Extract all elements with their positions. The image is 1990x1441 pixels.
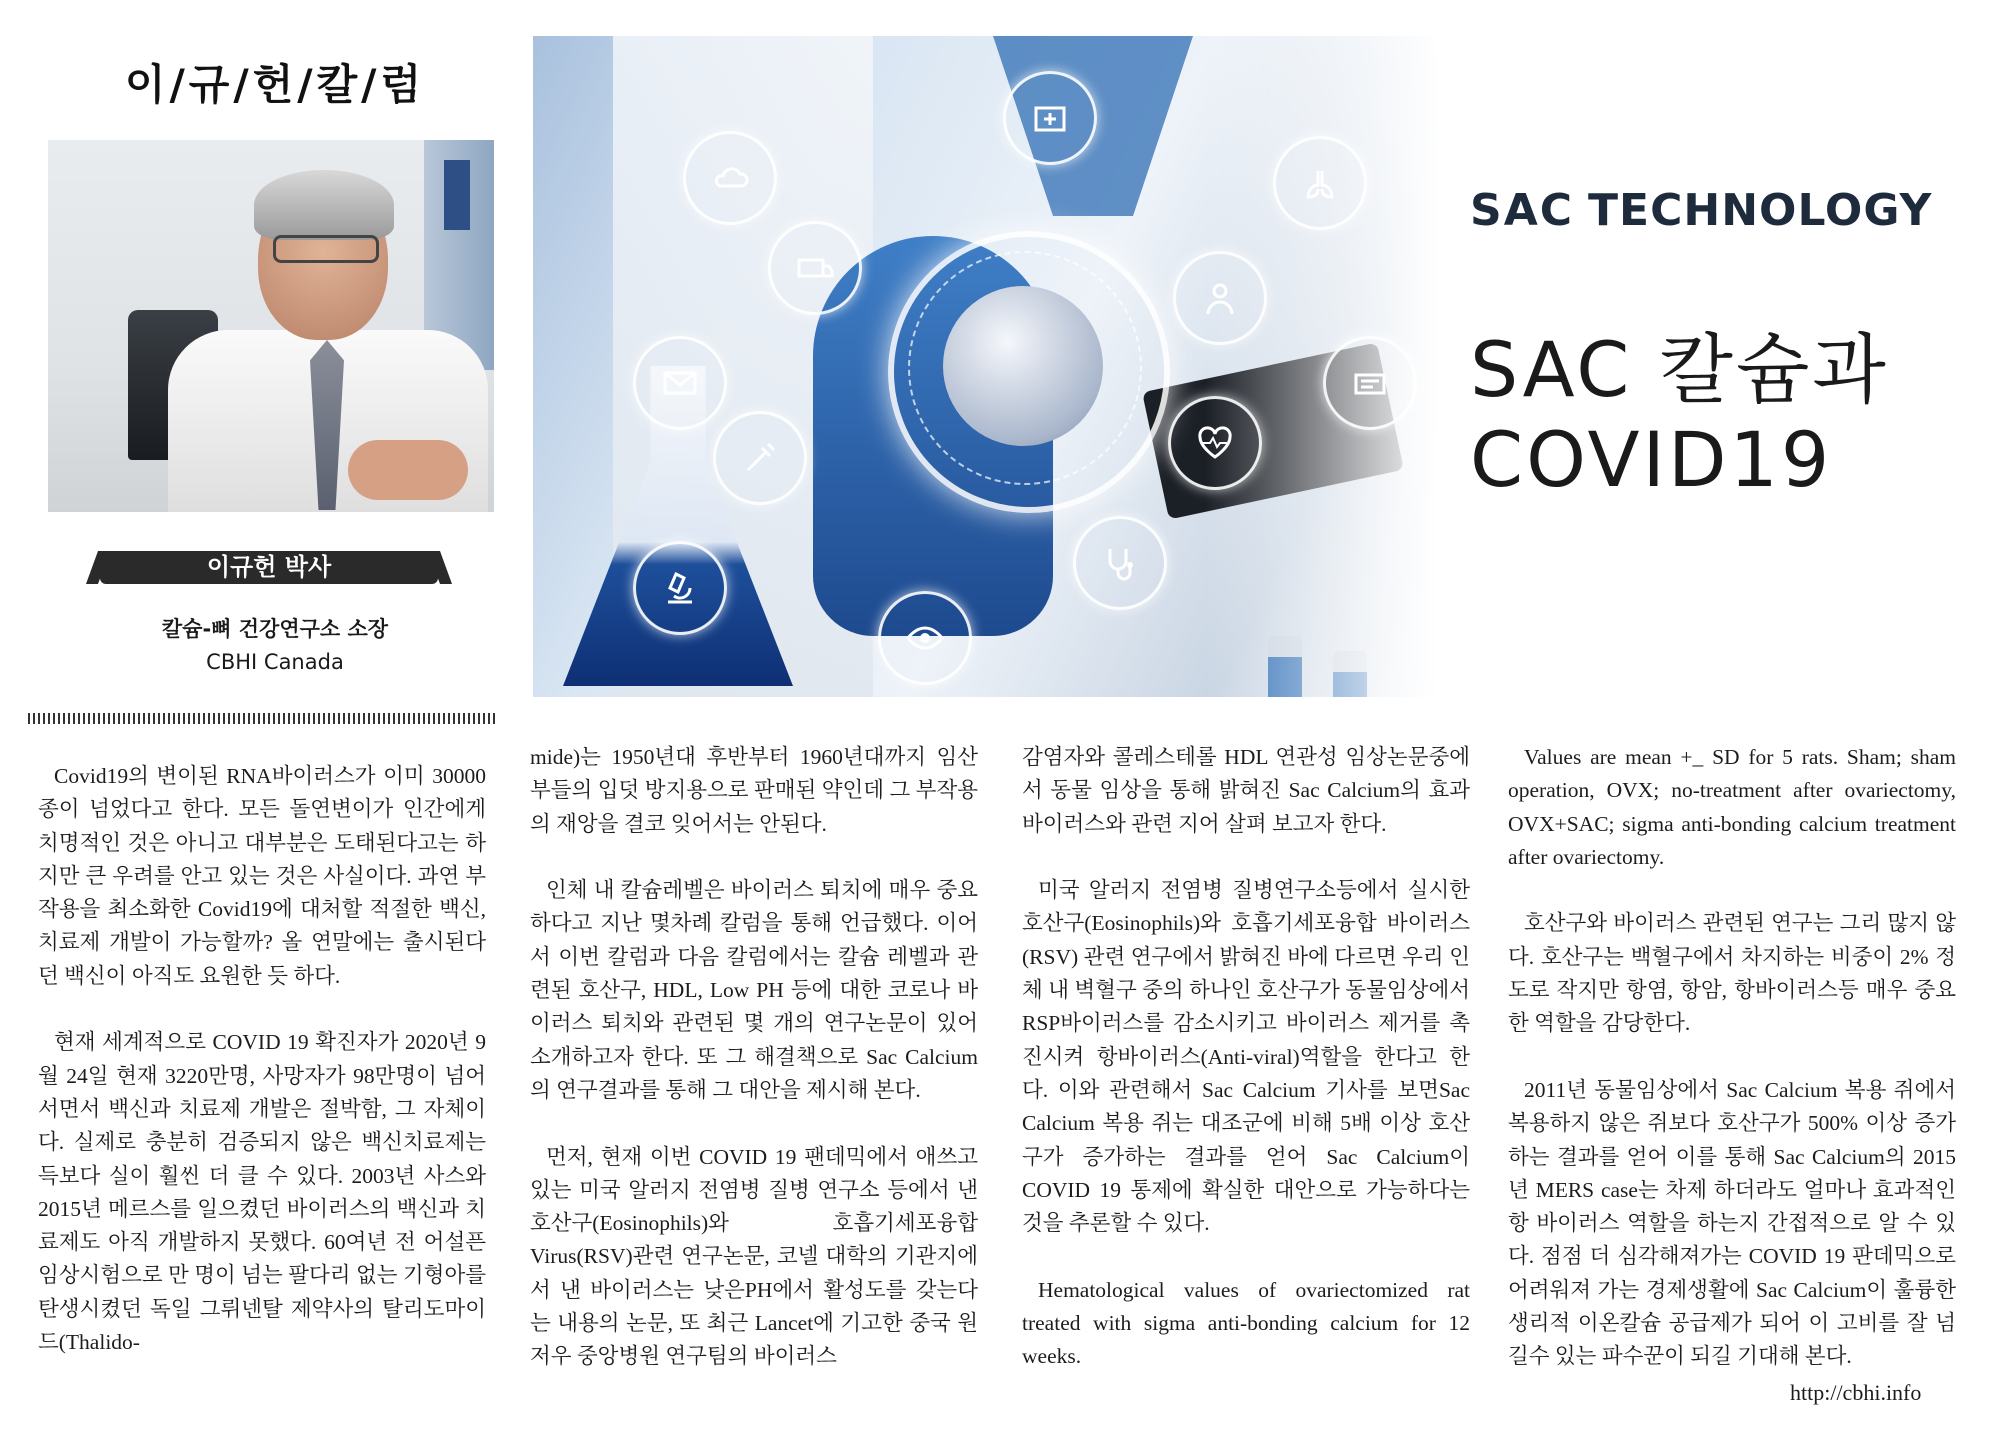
table-caption: Hematological values of ovariectomized rat treated with sigma anti-bonding calcium for 12 weeks. xyxy=(1022,1277,1470,1369)
footer-url[interactable]: http://cbhi.info xyxy=(1790,1380,1922,1405)
glasses-shape xyxy=(273,235,379,263)
paragraph: Covid19의 변이된 RNA바이러스가 이미 30000종이 넘었다고 한다. 모든 돌연변이가 인간에게 치명적인 것은 아니고 대부분은 도태된다고는 하지만 큰 우려를 안고 있는 것은 사실이다. 과연 부작용을 최소화한 Covid19에 대처할 적절한 백신, 치료제 개발이 가능할까? 올 연말에는 출시된다던 백신이 아직도 요원한 듯 하다. xyxy=(38,764,486,988)
paragraph: 먼저, 현재 이번 COVID 19 팬데믹에서 애쓰고 있는 미국 알러지 전염병 질병 연구소 등에서 낸 호산구(Eosinophils)와 호흡기세포융합 Virus(RSV)관련 연구논문, 코넬 대학의 기관지에서 낸 바이러스는 낮은PH에서 활성도를 갖는다는 내용의 논문, 또 최근 Lancet에 기고한 중국 원저우 중앙병원 연구팀의 바이러스 xyxy=(530,1144,978,1369)
headline-line2: COVID19 xyxy=(1470,414,1833,504)
author-photo xyxy=(48,140,494,512)
hair-shape xyxy=(254,170,394,240)
author-name: 이규헌 박사 xyxy=(100,551,438,584)
headline-line1: SAC 칼슘과 xyxy=(1470,325,1889,414)
brand-sac: SAC xyxy=(1470,185,1575,236)
table-note: Values are mean +_ SD for 5 rats. Sham; sham operation, OVX; no-treatment after ovariectomy, OVX+SAC; sigma anti-bonding calcium treatment after ovariectomy. xyxy=(1508,745,1956,869)
body-column-1 xyxy=(38,760,486,1393)
stethoscope-icon xyxy=(1073,516,1167,610)
hero-image xyxy=(533,36,1465,697)
cloud-icon xyxy=(683,131,777,225)
brand-technology: TECHNOLOGY xyxy=(1588,185,1933,236)
eye-icon xyxy=(878,591,972,685)
paragraph: 호산구와 바이러스 관련된 연구는 그리 많지 않다. 호산구는 백혈구에서 차지하는 비중이 2% 정도로 작지만 항염, 항암, 항바이러스등 매우 중요한 역할을 감당한다. xyxy=(1508,911,1956,1036)
dotted-divider xyxy=(28,713,498,724)
body-column-4 xyxy=(1508,741,1956,1407)
brand-logo xyxy=(1470,185,1933,236)
body-column-3 xyxy=(1022,741,1470,1407)
book-shape xyxy=(444,160,470,230)
author-position: 칼슘-뼈 건강연구소 소장 xyxy=(161,617,389,641)
body-column-2 xyxy=(530,741,978,1407)
paragraph: 미국 알러지 전염병 질병연구소등에서 실시한 호산구(Eosinophils)와 호흡기세포융합 바이러스(RSV) 관련 연구에서 밝혀진 바에 다르면 우리 인체 내 벽혈구 중의 하나인 호산구가 동물임상에서 RSP바이러스를 감소시키고 바이러스 제거를 촉진시켜 항바이러스(Anti-viral)역할을 한다고 한다. 이와 관련해서 Sac Calcium 기사를 보면Sac Calcium 복용 쥐는 대조군에 비해 5배 이상 호산구가 증가하는 결과를 얻어 Sac Calcium이 COVID 19 통제에 확실한 대안으로 가능하다는 것을 추론할 수 있다. xyxy=(1022,878,1470,1236)
paragraph: 2011년 동물임상에서 Sac Calcium 복용 쥐에서 복용하지 않은 쥐보다 호산구가 500% 이상 증가하는 결과를 얻어 이를 통해 Sac Calcium의 2015년 MERS case는 차제 하더라도 얼마나 효과적인 항 바이러스 역할을 하는지 간접적으로 알 수 있다. 점점 더 심각해져가는 COVID 19 판데믹으로 어려워져 가는 경제생활에 Sac Calcium이 훌륭한 생리적 이온칼슘 공급제가 되어 이 고비를 잘 넘길수 있는 파수꾼이 되길 기대해 본다. xyxy=(1508,1077,1956,1369)
paragraph: mide)는 1950년대 후반부터 1960년대까지 임산부들의 입덧 방지용으로 판매된 약인데 그 부작용의 재앙을 결코 잊어서는 안된다. xyxy=(530,745,978,836)
paragraph: 인체 내 칼슘레벨은 바이러스 퇴치에 매우 중요하다고 지난 몇차례 칼럼을 통해 언급했다. 이어서 이번 칼럼과 다음 칼럼에서는 칼슘 레벨과 관련된 호산구, HDL, Low PH 등에 대한 코로나 바이러스 퇴치와 관련된 몇 개의 연구논문이 있어 소개하고자 한다. 또 그 해결책으로 Sac Calcium의 연구결과를 통해 그 대안을 제시해 본다. xyxy=(530,878,978,1102)
paragraph: 감염자와 콜레스테롤 HDL 연관성 임상논문중에서 동물 임상을 통해 밝혀진 Sac Calcium의 효과 바이러스와 관련 지어 살펴 보고자 한다. xyxy=(1022,745,1470,836)
folder-plus-icon xyxy=(1003,71,1097,165)
ambulance-icon xyxy=(768,221,862,315)
microscope-icon xyxy=(633,541,727,635)
hero-fade-overlay xyxy=(1205,36,1465,697)
article-headline xyxy=(1470,325,1950,504)
syringe-icon xyxy=(713,411,807,505)
paragraph: 현재 세계적으로 COVID 19 확진자가 2020년 9월 24일 현재 3220만명, 사망자가 98만명이 넘어서면서 백신과 치료제 개발은 절박함, 그 자체이다. 실제로 충분히 검증되지 않은 백신치료제는 득보다 실이 훨씬 더 클 수 있다. 2003년 사스와 2015년 메르스를 일으켰던 바이러스의 백신과 치료제도 아직 개발하지 못했다. 60여년 전 어설픈 임상시험으로 만 명이 넘는 팔다리 없는 기형아를 탄생시켰던 독일 그뤼넨탈 제약사의 탈리도마이드(Thalido- xyxy=(38,1030,486,1355)
author-organization: CBHI Canada xyxy=(206,650,344,674)
envelope-icon xyxy=(633,336,727,430)
hands-shape xyxy=(348,440,468,500)
column-title: 이/규/헌/칼/럼 xyxy=(124,60,426,109)
virus-model xyxy=(943,286,1103,446)
